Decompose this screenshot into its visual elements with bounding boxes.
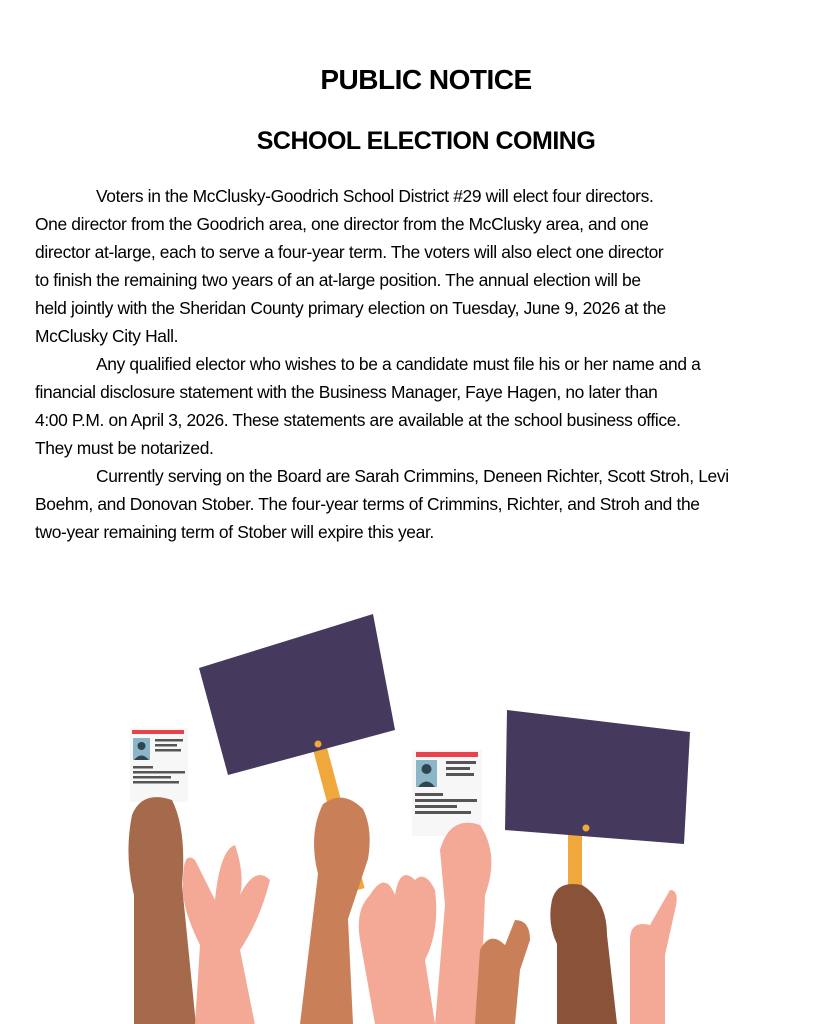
paragraph-candidate-filing — [35, 350, 805, 462]
text-line: Voters in the McClusky-Goodrich School District #29 will elect four directors. — [96, 186, 654, 206]
text-line: One director from the Goodrich area, one director from the McClusky area, and one — [35, 214, 649, 234]
raised-hands-illustration — [120, 605, 710, 1024]
text-line: financial disclosure statement with the Business Manager, Faye Hagen, no later than — [35, 382, 658, 402]
page-heading: PUBLIC NOTICE — [320, 64, 532, 95]
text-line: McClusky City Hall. — [35, 326, 179, 346]
notice-body — [35, 182, 805, 546]
text-line: Currently serving on the Board are Sarah Crimmins, Deneen Richter, Scott Stroh, Levi — [96, 466, 729, 486]
page-subheading: SCHOOL ELECTION COMING — [256, 127, 596, 155]
text-line: director at-large, each to serve a four-year term. The voters will also elect one director — [35, 242, 664, 262]
text-line: two-year remaining term of Stober will expire this year. — [35, 522, 434, 542]
text-line: 4:00 P.M. on April 3, 2026. These statements are available at the school business office. — [35, 410, 681, 430]
text-line: Any qualified elector who wishes to be a candidate must file his or her name and a — [96, 354, 701, 374]
text-line: to finish the remaining two years of an at-large position. The annual election will be — [35, 270, 641, 290]
text-line: Boehm, and Donovan Stober. The four-year terms of Crimmins, Richter, and Stroh and the — [35, 494, 700, 514]
text-line: held jointly with the Sheridan County primary election on Tuesday, June 9, 2026 at the — [35, 298, 666, 318]
paragraph-current-board — [35, 462, 805, 546]
candidate-card-left — [130, 728, 188, 802]
text-line: They must be notarized. — [35, 438, 214, 458]
paragraph-election-details — [35, 182, 805, 350]
